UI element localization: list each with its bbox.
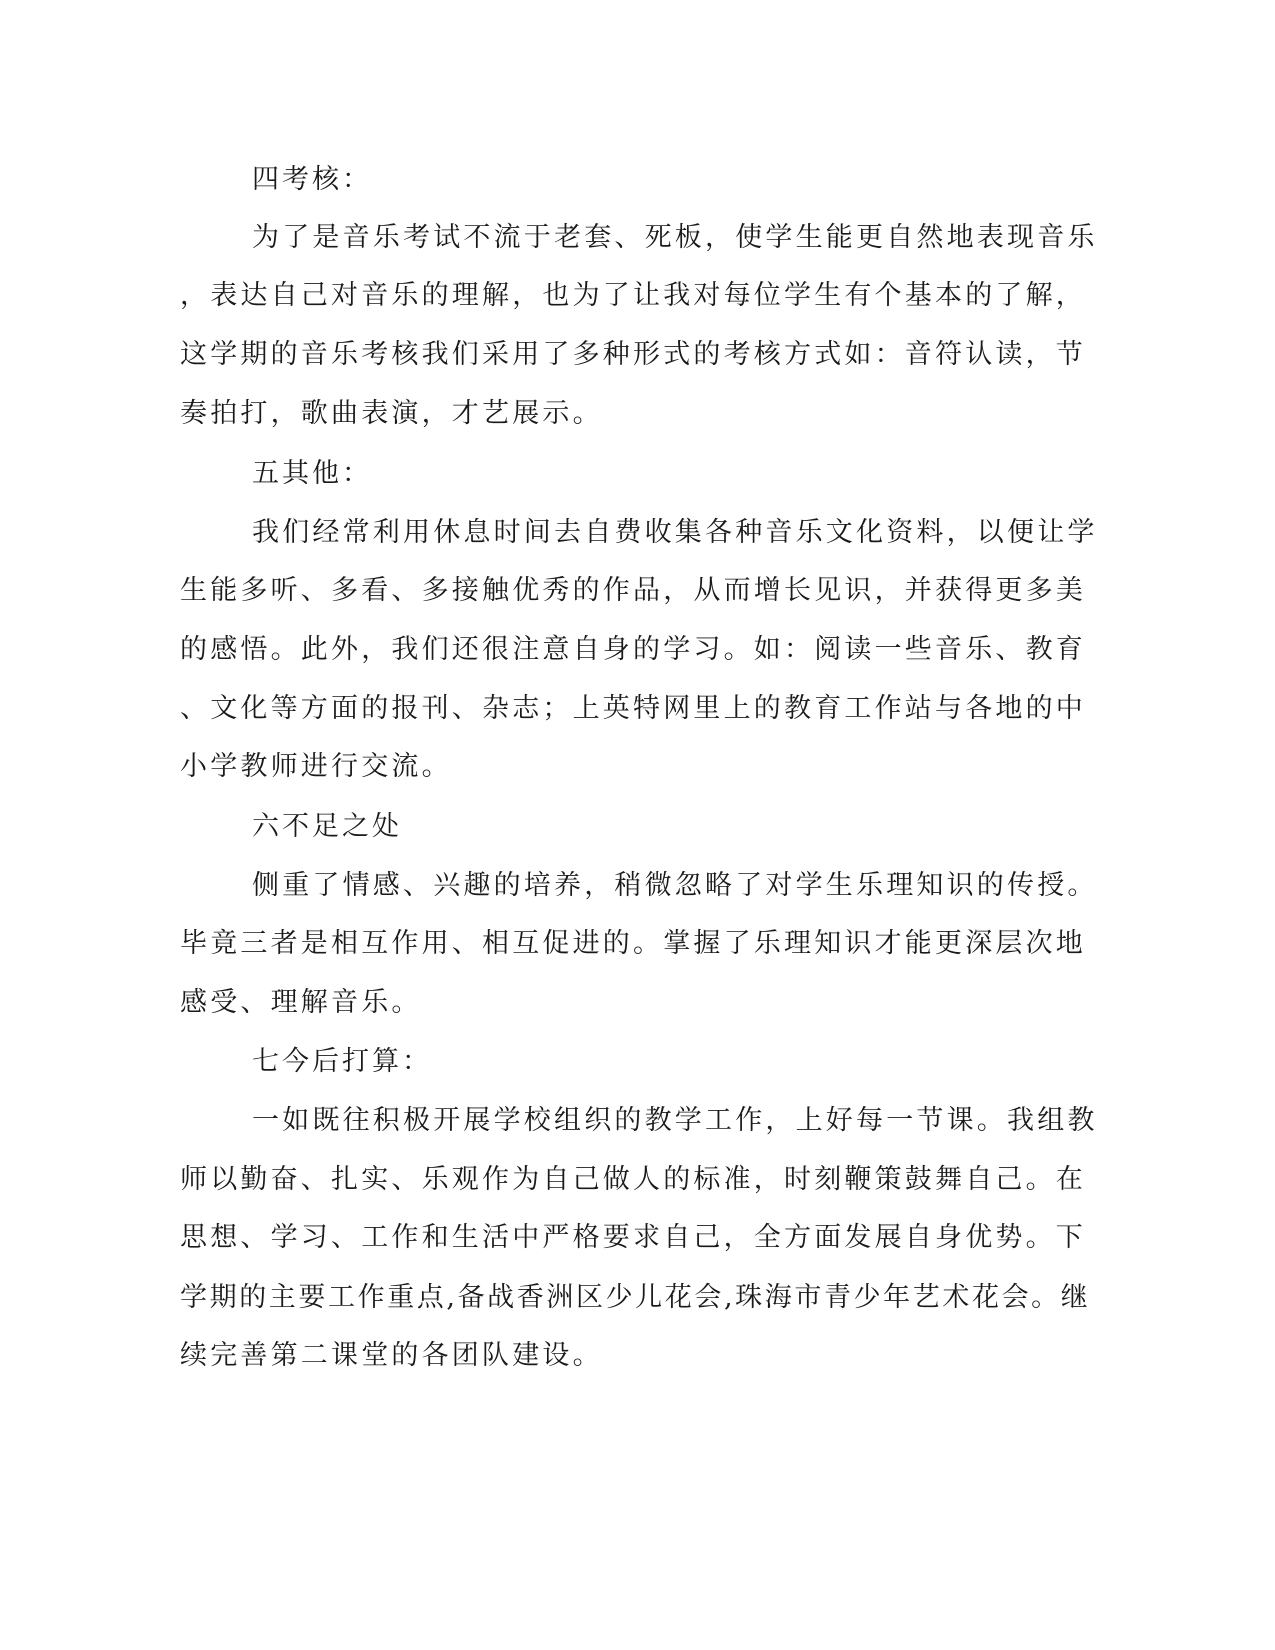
paragraph-line: 小学教师进行交流。 [180, 751, 452, 782]
paragraph-line: 续完善第二课堂的各团队建设。 [180, 1340, 603, 1371]
section-heading-assessment: 四考核： [252, 164, 372, 195]
paragraph-line: ，表达自己对音乐的理解，也为了让我对每位学生有个基本的了解， [180, 280, 1086, 311]
paragraph-line: 学期的主要工作重点,备战香洲区少儿花会,珠海市青少年艺术花会。继 [180, 1282, 1091, 1313]
section-heading-shortcomings: 六不足之处 [252, 811, 402, 842]
paragraph-line: 毕竟三者是相互作用、相互促进的。掌握了乐理知识才能更深层次地 [180, 928, 1086, 959]
paragraph-line: 一如既往积极开展学校组织的教学工作，上好每一节课。我组教 [252, 1105, 1098, 1136]
paragraph-line: 感受、理解音乐。 [180, 987, 422, 1018]
paragraph-line: 生能多听、多看、多接触优秀的作品，从而增长见识，并获得更多美 [180, 575, 1086, 606]
paragraph-line: 侧重了情感、兴趣的培养，稍微忽略了对学生乐理知识的传授。 [252, 870, 1098, 901]
paragraph-line: 我们经常利用休息时间去自费收集各种音乐文化资料，以便让学 [252, 517, 1098, 548]
paragraph-line: 、文化等方面的报刊、杂志；上英特网里上的教育工作站与各地的中 [180, 693, 1086, 724]
paragraph-line: 为了是音乐考试不流于老套、死板，使学生能更自然地表现音乐 [252, 222, 1098, 253]
paragraph-line: 奏拍打，歌曲表演，才艺展示。 [180, 398, 603, 429]
paragraph-line: 思想、学习、工作和生活中严格要求自己，全方面发展自身优势。下 [180, 1222, 1086, 1253]
paragraph-line: 这学期的音乐考核我们采用了多种形式的考核方式如：音符认读，节 [180, 339, 1086, 370]
section-heading-future-plans: 七今后打算： [252, 1046, 432, 1077]
paragraph-line: 师以勤奋、扎实、乐观作为自己做人的标准，时刻鞭策鼓舞自己。在 [180, 1164, 1086, 1195]
paragraph-line: 的感悟。此外，我们还很注意自身的学习。如：阅读一些音乐、教育 [180, 634, 1086, 665]
section-heading-other: 五其他： [252, 458, 372, 489]
